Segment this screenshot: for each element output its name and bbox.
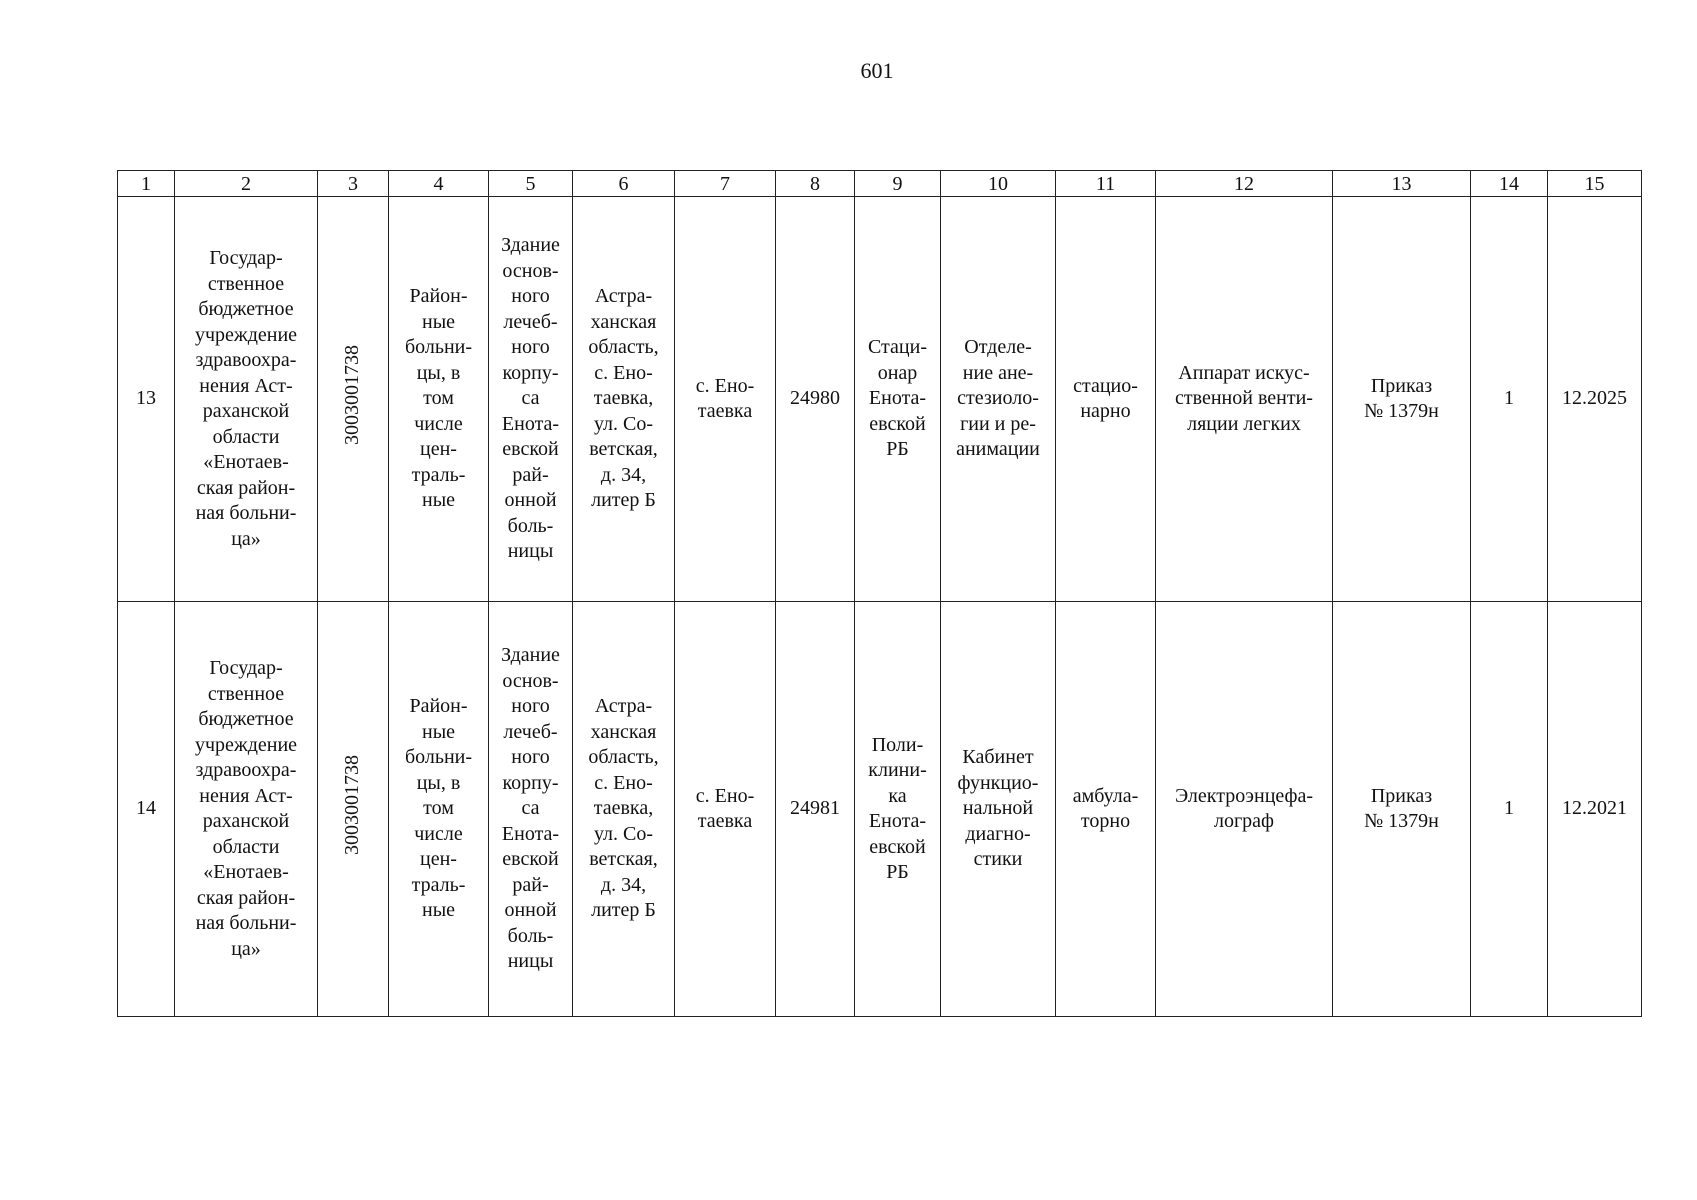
column-header: 6 <box>573 171 675 197</box>
cell-building <box>489 197 573 602</box>
header-row <box>118 171 1642 197</box>
cell-text: Стаци- онар Енота- евской РБ <box>867 336 927 461</box>
page-number: 601 <box>860 58 894 83</box>
cell-text: с. Ено- таевка <box>695 374 755 422</box>
column-header: 1 <box>118 171 175 197</box>
cell-text: Кабинет функцио- нальной диагно- стики <box>957 746 1039 871</box>
cell-quantity <box>1471 602 1548 1017</box>
column-header: 11 <box>1056 171 1156 197</box>
column-header: 9 <box>855 171 941 197</box>
cell-text: 1 <box>1504 387 1514 410</box>
cell-facility-type <box>389 197 489 602</box>
column-header: 3 <box>318 171 389 197</box>
cell-text: 12.2025 <box>1562 387 1627 410</box>
cell-equipment <box>1156 602 1333 1017</box>
cell-text: Здание основ- ного лечеб- ного корпу- са Енота- евской рай- онной боль- ницы <box>501 234 560 563</box>
cell-text: Электроэнцефа- лограф <box>1174 784 1314 832</box>
cell-text: Государ- ственное бюджетное учреждение здравоохра- нения Аст- раханской области «Енотаев- ская район- ная больни- ца» <box>194 247 298 550</box>
cell-text: с. Ено- таевка <box>695 784 755 832</box>
cell-text: 1 <box>1504 797 1514 820</box>
cell-text: Приказ № 1379н <box>1364 374 1439 422</box>
cell-locality <box>675 197 776 602</box>
cell-text: амбула- торно <box>1072 784 1139 832</box>
cell-inn <box>318 197 389 602</box>
cell-care-mode <box>1056 602 1156 1017</box>
column-header: 14 <box>1471 171 1548 197</box>
cell-address <box>573 602 675 1017</box>
cell-facility-type <box>389 602 489 1017</box>
cell-department <box>941 197 1056 602</box>
cell-code <box>776 197 855 602</box>
cell-text: Район- ные больни- цы, в том числе цен- траль- ные <box>404 695 473 922</box>
cell-row-number <box>118 602 175 1017</box>
cell-subdivision <box>855 602 941 1017</box>
cell-text: 24980 <box>790 387 840 410</box>
cell-text: Государ- ственное бюджетное учреждение здравоохра- нения Аст- раханской области «Енотаев- ская район- ная больни- ца» <box>194 657 298 960</box>
cell-building <box>489 602 573 1017</box>
table-row <box>118 197 1642 602</box>
cell-department <box>941 602 1056 1017</box>
column-header: 7 <box>675 171 776 197</box>
column-header: 5 <box>489 171 573 197</box>
cell-text: 14 <box>136 797 156 820</box>
cell-locality <box>675 602 776 1017</box>
cell-equipment <box>1156 197 1333 602</box>
cell-text-vertical: 3003001738 <box>341 755 364 856</box>
cell-inn <box>318 602 389 1017</box>
cell-order <box>1333 197 1471 602</box>
cell-date <box>1548 197 1642 602</box>
column-header: 2 <box>175 171 318 197</box>
column-header: 10 <box>941 171 1056 197</box>
cell-code <box>776 602 855 1017</box>
cell-date <box>1548 602 1642 1017</box>
cell-row-number <box>118 197 175 602</box>
cell-subdivision <box>855 197 941 602</box>
cell-text: Здание основ- ного лечеб- ного корпу- са Енота- евской рай- онной боль- ницы <box>501 644 560 973</box>
column-header: 13 <box>1333 171 1471 197</box>
cell-text: Астра- ханская область, с. Ено- таевка, ул. Со- ветская, д. 34, литер Б <box>588 695 659 922</box>
equipment-table <box>117 170 1642 1017</box>
column-header: 4 <box>389 171 489 197</box>
cell-organization <box>175 197 318 602</box>
cell-text: 13 <box>136 387 156 410</box>
cell-text: Район- ные больни- цы, в том числе цен- траль- ные <box>404 285 473 512</box>
cell-care-mode <box>1056 197 1156 602</box>
cell-text: Отделе- ние ане- стезиоло- гии и ре- анимации <box>956 336 1040 461</box>
cell-text: стацио- нарно <box>1073 374 1138 422</box>
cell-text: Приказ № 1379н <box>1364 784 1439 832</box>
cell-order <box>1333 602 1471 1017</box>
cell-text-vertical: 3003001738 <box>341 345 364 446</box>
column-header: 12 <box>1156 171 1333 197</box>
cell-quantity <box>1471 197 1548 602</box>
cell-text: Поли- клини- ка Енота- евской РБ <box>868 733 927 883</box>
cell-text: Аппарат искус- ственной венти- ляции легких <box>1175 361 1313 435</box>
cell-address <box>573 197 675 602</box>
cell-text: Астра- ханская область, с. Ено- таевка, ул. Со- ветская, д. 34, литер Б <box>588 285 659 512</box>
table-row <box>118 602 1642 1017</box>
column-header: 8 <box>776 171 855 197</box>
cell-text: 12.2021 <box>1562 797 1627 820</box>
cell-organization <box>175 602 318 1017</box>
cell-text: 24981 <box>790 797 840 820</box>
column-header: 15 <box>1548 171 1642 197</box>
